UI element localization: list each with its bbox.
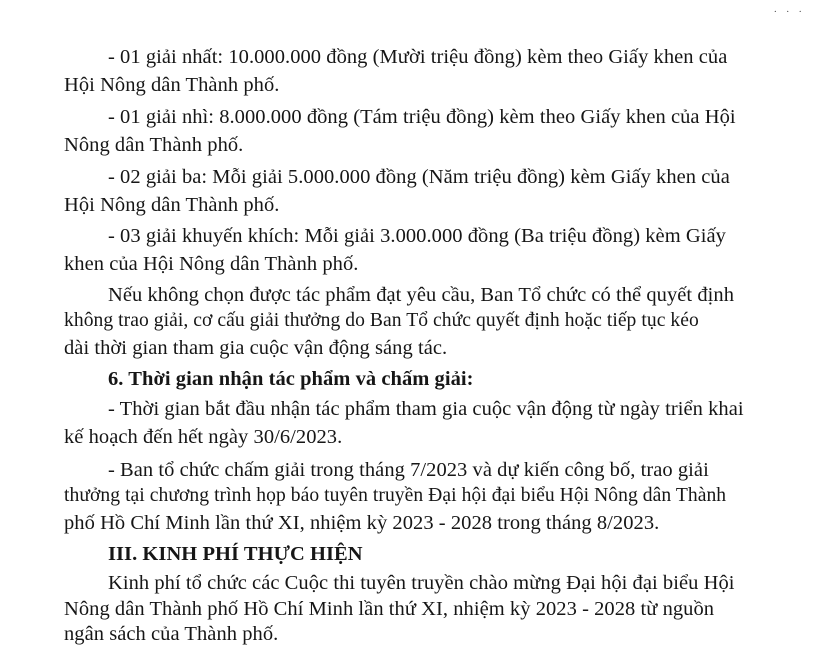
judging-paragraph-line-2: thưởng tại chương trình họp báo tuyên truyền Đại hội đại biểu Hội Nông dân Thành <box>64 485 727 506</box>
prize-second-line-1: - 01 giải nhì: 8.000.000 đồng (Tám triệu đồng) kèm theo Giấy khen của Hội <box>108 106 736 128</box>
prize-second-line-2: Nông dân Thành phố. <box>64 134 244 156</box>
no-award-paragraph-line-3: dài thời gian tham gia cuộc vận động sáng tác. <box>64 337 448 359</box>
prize-encouragement-line-2: khen của Hội Nông dân Thành phố. <box>64 253 359 275</box>
section-6-heading: 6. Thời gian nhận tác phẩm và chấm giải: <box>108 368 474 390</box>
no-award-paragraph-line-2: không trao giải, cơ cấu giải thưởng do Ban Tổ chức quyết định hoặc tiếp tục kéo <box>64 310 699 331</box>
prize-first-line-1: - 01 giải nhất: 10.000.000 đồng (Mười triệu đồng) kèm theo Giấy khen của <box>108 46 728 68</box>
funding-paragraph-line-2: Nông dân Thành phố Hồ Chí Minh lần thứ XI, nhiệm kỳ 2023 - 2028 từ nguồn <box>64 598 715 620</box>
prize-first-line-2: Hội Nông dân Thành phố. <box>64 74 280 96</box>
submission-period-line-1: - Thời gian bắt đầu nhận tác phẩm tham gia cuộc vận động từ ngày triển khai <box>108 398 744 420</box>
judging-paragraph-line-3: phố Hồ Chí Minh lần thứ XI, nhiệm kỳ 2023 - 2028 trong tháng 8/2023. <box>64 512 660 534</box>
prize-third-line-2: Hội Nông dân Thành phố. <box>64 194 280 216</box>
no-award-paragraph-line-1: Nếu không chọn được tác phẩm đạt yêu cầu, Ban Tổ chức có thể quyết định <box>108 284 734 306</box>
scan-specks: · · · <box>773 6 805 18</box>
submission-period-line-2: kế hoạch đến hết ngày 30/6/2023. <box>64 426 343 448</box>
funding-paragraph-line-3: ngân sách của Thành phố. <box>64 623 279 645</box>
prize-third-line-1: - 02 giải ba: Mỗi giải 5.000.000 đồng (Năm triệu đồng) kèm Giấy khen của <box>108 166 730 188</box>
judging-paragraph-line-1: - Ban tổ chức chấm giải trong tháng 7/2023 và dự kiến công bố, trao giải <box>108 459 709 481</box>
funding-paragraph-line-1: Kinh phí tổ chức các Cuộc thi tuyên truyền chào mừng Đại hội đại biểu Hội <box>108 572 735 594</box>
section-iii-heading: III. KINH PHÍ THỰC HIỆN <box>108 543 363 565</box>
prize-encouragement-line-1: - 03 giải khuyến khích: Mỗi giải 3.000.000 đồng (Ba triệu đồng) kèm Giấy <box>108 225 726 247</box>
